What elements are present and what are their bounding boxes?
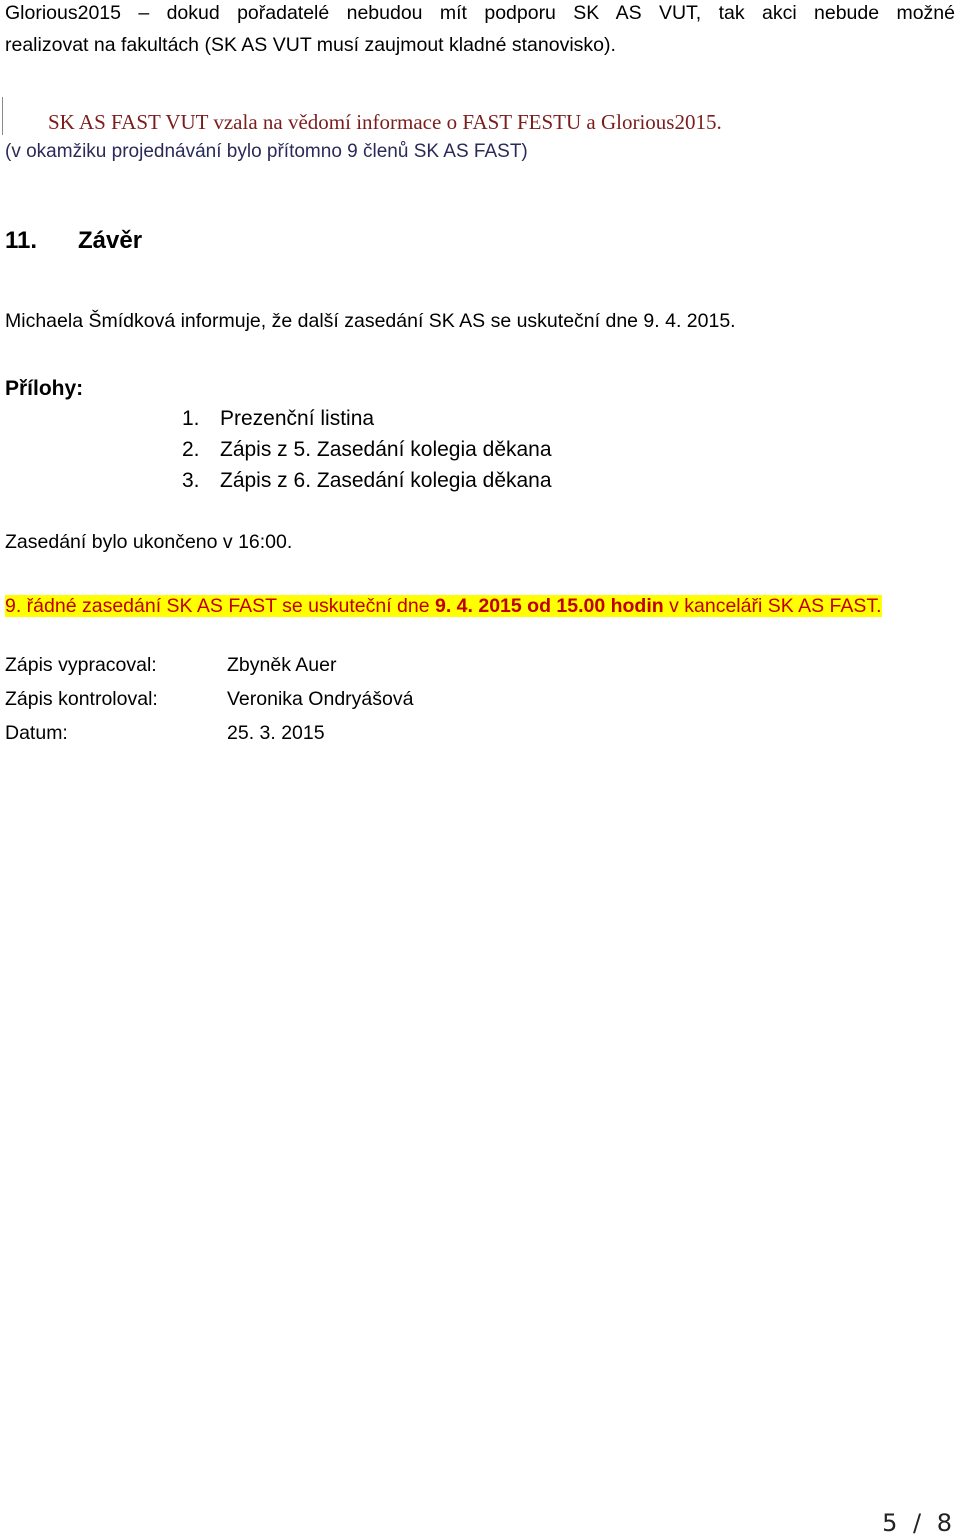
section-heading (5, 225, 142, 257)
signature-label: Zápis kontroloval: (5, 688, 158, 710)
section-number: 11. (5, 227, 38, 254)
revision-bar (2, 97, 3, 135)
next-meeting-text-2: v kanceláři SK AS FAST. (663, 595, 882, 617)
page-number: 5 / 8 (882, 1509, 956, 1537)
conclusion-text: Michaela Šmídková informuje, že další zasedání SK AS se uskuteční dne 9. 4. 2015. (5, 310, 736, 332)
attachment-number: 1. (182, 407, 200, 430)
signature-value: 25. 3. 2015 (227, 722, 325, 744)
attachment-number: 2. (182, 438, 200, 461)
attachment-item (182, 467, 552, 495)
signature-row (5, 720, 325, 746)
attachments-label: Přílohy: (5, 377, 84, 400)
signature-value: Zbyněk Auer (227, 654, 337, 676)
signature-label: Datum: (5, 722, 68, 744)
attachment-text: Prezenční listina (220, 407, 375, 430)
attendance-note: (v okamžiku projednávání bylo přítomno 9 členů SK AS FAST) (5, 141, 528, 162)
attachment-text: Zápis z 6. Zasedání kolegia děkana (220, 469, 552, 492)
next-meeting-notice (5, 592, 882, 620)
signature-row (5, 652, 336, 678)
next-meeting-text-1: 9. řádné zasedání SK AS FAST se uskuteční dne (5, 595, 435, 617)
comment-text: SK AS FAST VUT vzala na vědomí informace o FAST FESTU a Glorious2015. (48, 110, 722, 134)
signature-row (5, 686, 413, 712)
next-meeting-date: 9. 4. 2015 od 15.00 hodin (435, 595, 664, 617)
attachment-item (182, 405, 374, 433)
attachment-number: 3. (182, 469, 200, 492)
section-title: Závěr (78, 227, 143, 254)
signature-value: Veronika Ondryášová (227, 688, 414, 710)
intro-paragraph-line-1: Glorious2015 – dokud pořadatelé nebudou mít podporu SK AS VUT, tak akci nebude možné (5, 2, 955, 24)
attachment-text: Zápis z 5. Zasedání kolegia děkana (220, 438, 552, 461)
intro-paragraph-line-2: realizovat na fakultách (SK AS VUT musí zaujmout kladné stanovisko). (5, 34, 616, 56)
meeting-ended-text: Zasedání bylo ukončeno v 16:00. (5, 531, 293, 553)
attachment-item (182, 436, 552, 464)
signature-label: Zápis vypracoval: (5, 654, 157, 676)
